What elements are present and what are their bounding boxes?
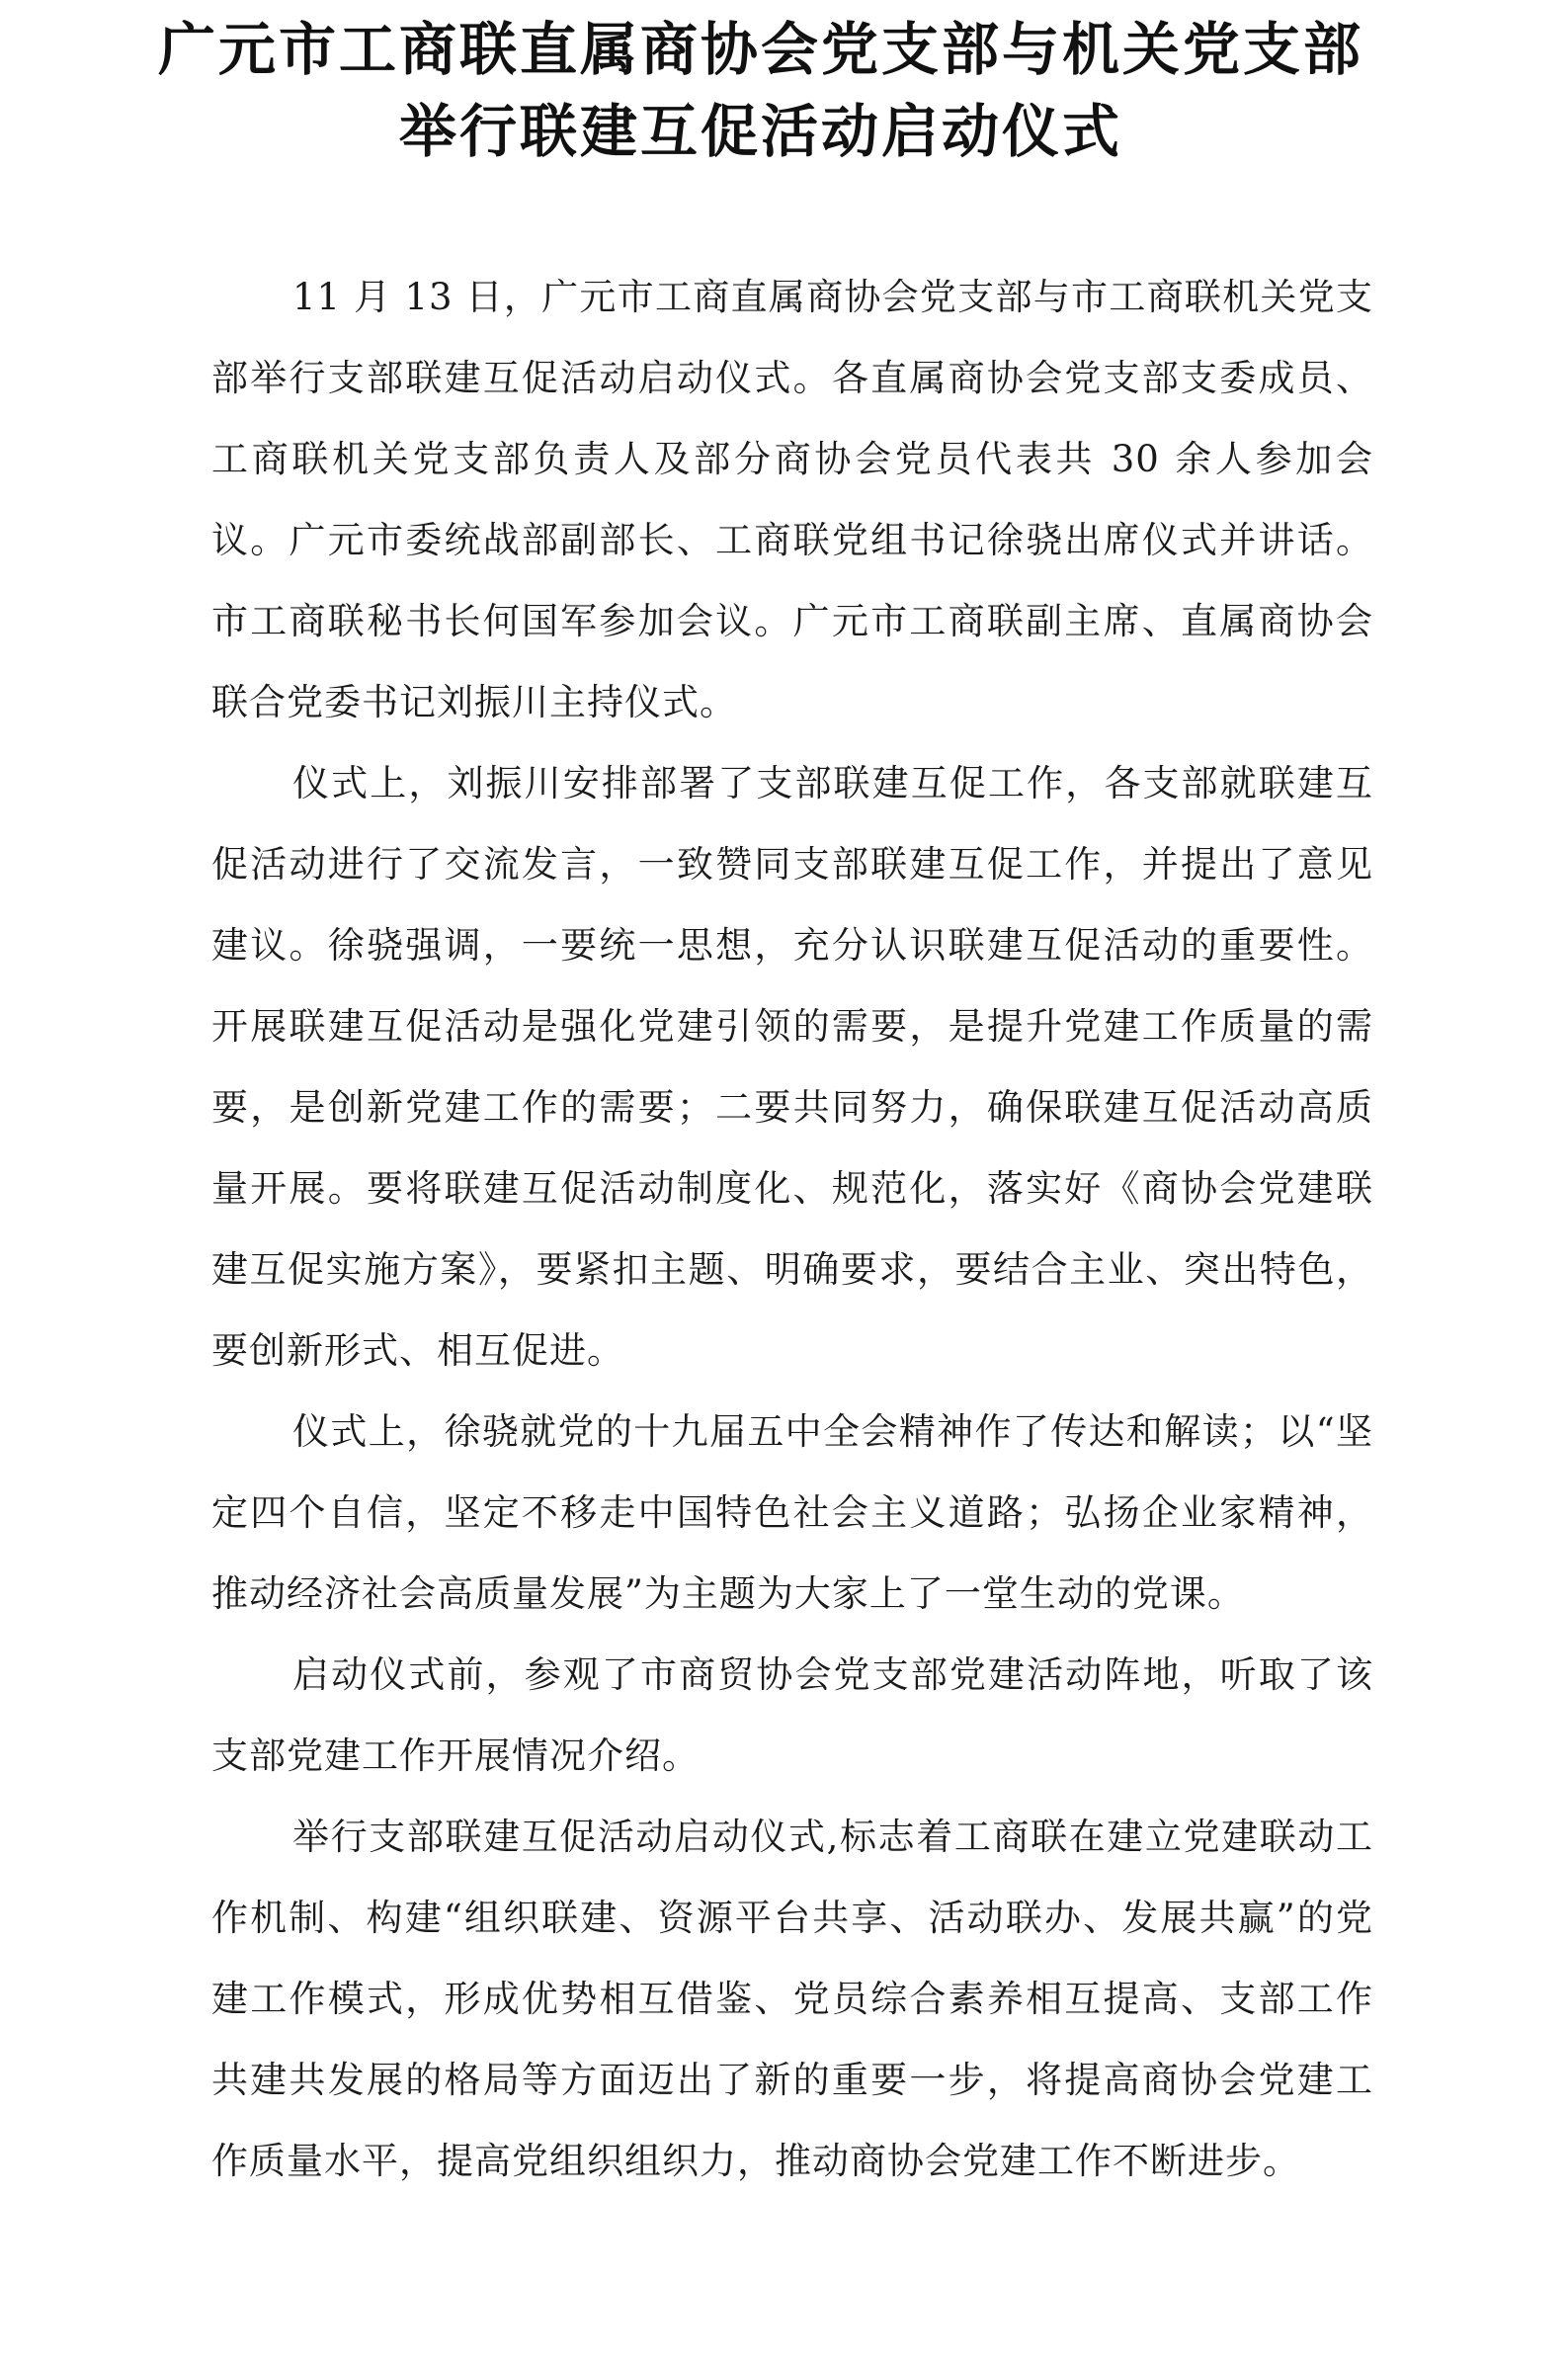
- document-title-line-1: 广元市工商联直属商协会党支部与机关党支部: [157, 16, 1363, 83]
- paragraph-2: 仪式上，刘振川安排部署了支部联建互促工作，各支部就联建互促活动进行了交流发言，一致赞同支部联建互促工作，并提出了意见建议。徐骁强调，一要统一思想，充分认识联建互促活动的重要性。开展联建互促活动是强化党建引领的需要，是提升党建工作质量的需要，是创新党建工作的需要；二要共同努力，确保联建互促活动高质量开展。要将联建互促活动制度化、规范化，落实好《商协会党建联建互促实施方案》，要紧扣主题、明确要求，要结合主业、突出特色，要创新形式、相互促进。: [211, 762, 1373, 1372]
- paragraph-1: 11 月 13 日，广元市工商直属商协会党支部与市工商联机关党支部举行支部联建互促活动启动仪式。各直属商协会党支部支委成员、工商联机关党支部负责人及部分商协会党员代表共 30 余人参加会议。广元市委统战部副部长、工商联党组书记徐骁出席仪式并讲话。市工商联秘书长何国军参加会议。广元市工商联副主席、直属商协会联合党委书记刘振川主持仪式。: [211, 276, 1373, 723]
- paragraph-5: 举行支部联建互促活动启动仪式,标志着工商联在建立党建联动工作机制、构建“组织联建、资源平台共享、活动联办、发展共赢”的党建工作模式，形成优势相互借鉴、党员综合素养相互提高、支部工作共建共发展的格局等方面迈出了新的重要一步，将提高商协会党建工作质量水平，提高党组织组织力，推动商协会党建工作不断进步。: [211, 1816, 1373, 2182]
- document-title-line-2: 举行联建互促活动启动仪式: [398, 98, 1122, 165]
- paragraph-3: 仪式上，徐骁就党的十九届五中全会精神作了传达和解读；以“坚定四个自信，坚定不移走中国特色社会主义道路；弘扬企业家精神，推动经济社会高质量发展”为主题为大家上了一堂生动的党课。: [211, 1410, 1373, 1615]
- document-body: [211, 257, 1373, 2202]
- paragraph-4: 启动仪式前，参观了市商贸协会党支部党建活动阵地，听取了该支部党建工作开展情况介绍。: [211, 1653, 1373, 1777]
